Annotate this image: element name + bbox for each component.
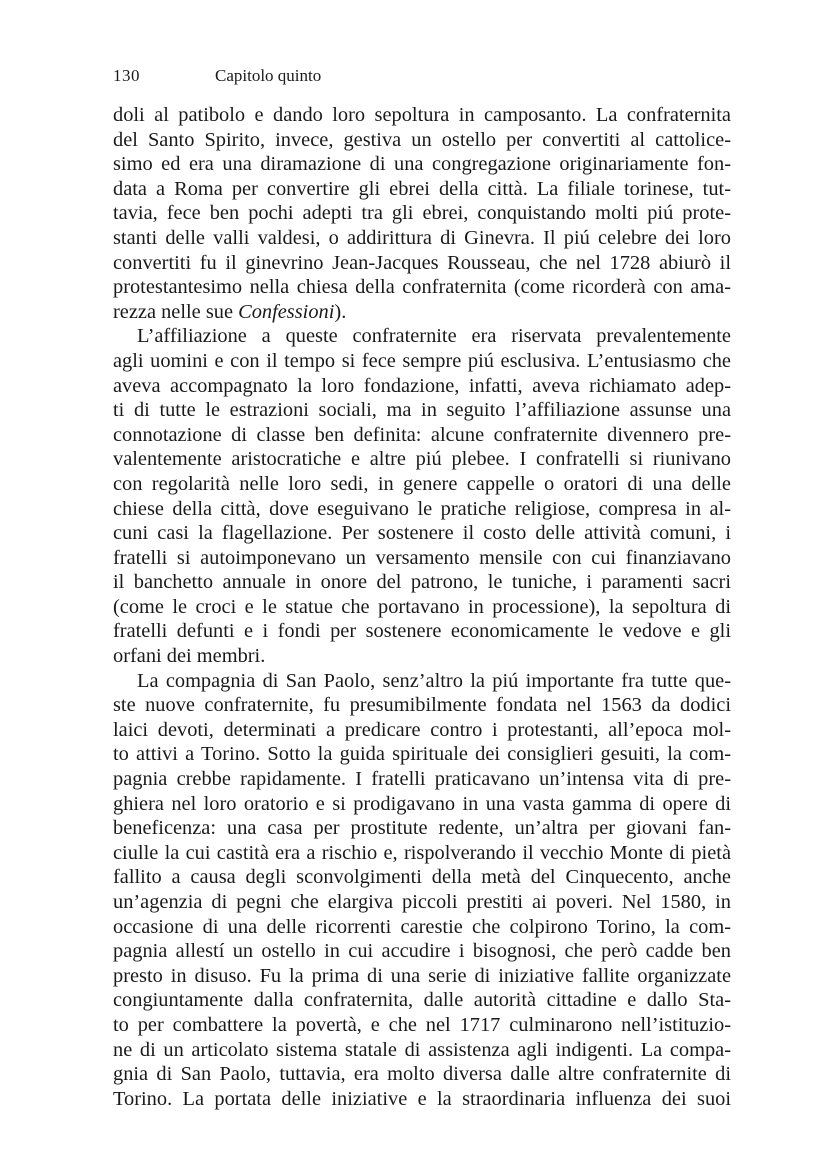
text-line: congiuntamente dalla confraternita, dalle autorità cittadine e dallo Sta- xyxy=(113,989,731,1012)
text-line: ghiera nel loro oratorio e si prodigavano in una vasta gamma di opere di xyxy=(113,792,731,815)
text-line: pagnia allestí un ostello in cui accudire i bisognosi, che però cadde ben xyxy=(113,940,731,963)
text-line: cuni casi la flagellazione. Per sostenere il costo delle attività comuni, i xyxy=(113,522,731,545)
text-line: (come le croci e le statue che portavano in processione), la sepoltura di xyxy=(113,595,731,618)
text-line: fratelli si autoimponevano un versamento mensile con cui finanziavano xyxy=(113,546,731,569)
text-line: aveva accompagnato la loro fondazione, infatti, aveva richiamato adep- xyxy=(113,374,731,397)
text-line: presto in disuso. Fu la prima di una serie di iniziative fallite organizzate xyxy=(113,964,731,987)
running-header xyxy=(113,64,733,88)
text-line: chiese della città, dove eseguivano le pratiche religiose, compresa in al- xyxy=(113,497,731,520)
text-line: ne di un articolato sistema statale di assistenza agli indigenti. La compa- xyxy=(113,1038,731,1061)
text-line: agli uomini e con il tempo si fece sempre piú esclusiva. L’entusiasmo che xyxy=(113,349,731,372)
text-line: valentemente aristocratiche e altre piú plebee. I confratelli si riunivano xyxy=(113,448,731,471)
text-line: occasione di una delle ricorrenti carestie che colpirono Torino, la com- xyxy=(113,915,731,938)
text-line: rezza nelle sue Confessioni). xyxy=(113,300,347,323)
text-line: tavia, fece ben pochi adepti tra gli ebrei, conquistando molti piú prote- xyxy=(113,202,731,225)
paragraph xyxy=(113,103,731,324)
text-line: il banchetto annuale in onore del patrono, le tuniche, i paramenti sacri xyxy=(113,571,731,594)
paragraph xyxy=(113,324,731,668)
text-line: ciulle la cui castità era a rischio e, rispolverando il vecchio Monte di pietà xyxy=(113,841,731,864)
text-line: convertiti fu il ginevrino Jean-Jacques Rousseau, che nel 1728 abiurò il xyxy=(113,251,731,274)
text-line: ti di tutte le estrazioni sociali, ma in seguito l’affiliazione assunse una xyxy=(113,399,731,422)
text-line: del Santo Spirito, invece, gestiva un ostello per convertiti al cattolice- xyxy=(113,128,731,151)
text-line: fallito a causa degli sconvolgimenti della metà del Cinquecento, anche xyxy=(113,866,731,889)
text-line: ste nuove confraternite, fu presumibilmente fondata nel 1563 da dodici xyxy=(113,694,731,717)
text-line: laici devoti, determinati a predicare contro i protestanti, all’epoca mol- xyxy=(113,718,731,741)
text-line: stanti delle valli valdesi, o addirittura di Ginevra. Il piú celebre dei loro xyxy=(113,226,731,249)
text-line: protestantesimo nella chiesa della confraternita (come ricorderà con ama- xyxy=(113,276,731,299)
book-title: Confessioni xyxy=(238,300,335,323)
text-line: to per combattere la povertà, e che nel 1717 culminarono nell’istituzio- xyxy=(113,1013,731,1036)
text-line: Torino. La portata delle iniziative e la straordinaria influenza dei suoi xyxy=(113,1087,731,1110)
text-line: beneficenza: una casa per prostitute redente, un’altra per giovani fan- xyxy=(113,817,731,840)
body-text xyxy=(113,103,731,1111)
text-line: orfani dei membri. xyxy=(113,645,266,668)
text-line: to attivi a Torino. Sotto la guida spirituale dei consiglieri gesuiti, la com- xyxy=(113,743,731,766)
text-line: un’agenzia di pegni che elargiva piccoli prestiti ai poveri. Nel 1580, in xyxy=(113,891,731,913)
text-line: fratelli defunti e i fondi per sostenere economicamente le vedove e gli xyxy=(113,620,731,643)
text-line: data a Roma per convertire gli ebrei della città. La filiale torinese, tut- xyxy=(113,177,731,200)
text-line: La compagnia di San Paolo, senz’altro la piú importante fra tutte que- xyxy=(137,669,731,692)
paragraph xyxy=(113,669,731,1112)
text-line: doli al patibolo e dando loro sepoltura in camposanto. La confraternita xyxy=(113,104,731,126)
text-line: gnia di San Paolo, tuttavia, era molto diversa dalle altre confraternite di xyxy=(113,1063,731,1086)
text-line: L’affiliazione a queste confraternite era riservata prevalentemente xyxy=(137,325,731,348)
text-line: connotazione di classe ben definita: alcune confraternite divennero pre- xyxy=(113,423,731,446)
text-line: con regolarità nelle loro sedi, in genere cappelle o oratori di una delle xyxy=(113,472,731,495)
chapter-title: Capitolo quinto xyxy=(215,66,322,85)
text-line: pagnia crebbe rapidamente. I fratelli praticavano un’intensa vita di pre- xyxy=(113,768,731,791)
page-number: 130 xyxy=(113,66,140,85)
text-line: simo ed era una diramazione di una congregazione originariamente fon- xyxy=(113,153,731,176)
